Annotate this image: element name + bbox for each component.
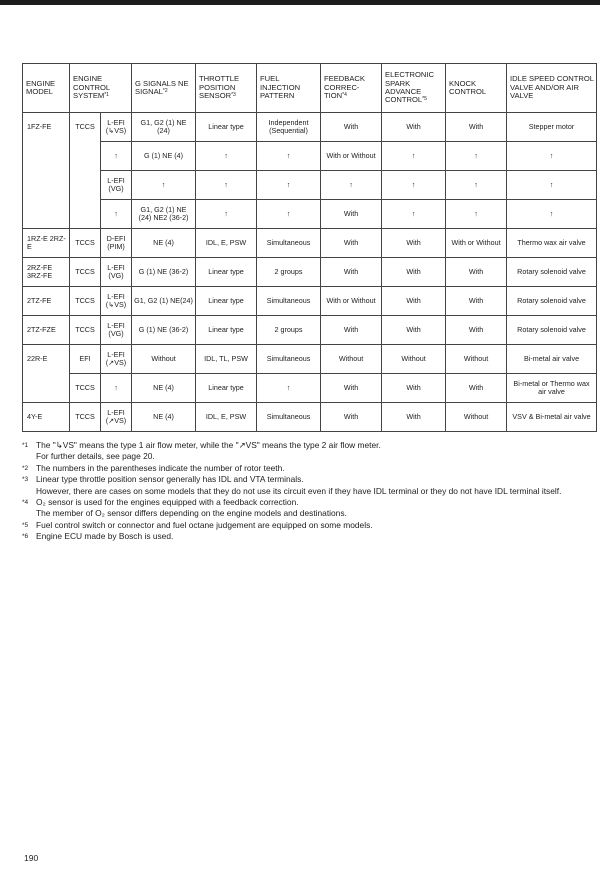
cell-signals: NE (4) bbox=[132, 374, 196, 403]
cell-feedback: With bbox=[321, 229, 382, 258]
cell-efi: ↑ bbox=[101, 142, 132, 171]
cell-knock: Without bbox=[446, 345, 507, 374]
cell-model: 2TZ-FZE bbox=[23, 316, 70, 345]
cell-isc: ↑ bbox=[507, 171, 597, 200]
table-row bbox=[23, 258, 597, 287]
footnote-text bbox=[36, 474, 597, 497]
footnote bbox=[22, 440, 597, 463]
cell-signals: G1, G2 (1) NE(24) bbox=[132, 287, 196, 316]
header-knock: KNOCK CONTROL bbox=[446, 64, 507, 113]
footnote-text bbox=[36, 497, 597, 520]
cell-esa: ↑ bbox=[382, 171, 446, 200]
cell-system: TCCS bbox=[70, 316, 101, 345]
footnote-mark: *3 bbox=[22, 476, 29, 484]
cell-system: TCCS bbox=[70, 229, 101, 258]
cell-signals: NE (4) bbox=[132, 403, 196, 432]
cell-injection: ↑ bbox=[257, 142, 321, 171]
footnote-line: The member of O₂ sensor differs depending on the engine models and destinations. bbox=[36, 508, 347, 519]
cell-knock: With bbox=[446, 316, 507, 345]
cell-esa: ↑ bbox=[382, 142, 446, 171]
cell-knock: ↑ bbox=[446, 171, 507, 200]
footnote bbox=[22, 520, 597, 531]
footnote-text bbox=[36, 520, 597, 531]
cell-knock: With bbox=[446, 374, 507, 403]
cell-isc: ↑ bbox=[507, 142, 597, 171]
cell-model: 2RZ-FE 3RZ-FE bbox=[23, 258, 70, 287]
cell-model: 4Y-E bbox=[23, 403, 70, 432]
footnote-text bbox=[36, 463, 597, 474]
cell-knock: With bbox=[446, 113, 507, 142]
cell-model: 2TZ-FE bbox=[23, 287, 70, 316]
cell-feedback: With or Without bbox=[321, 142, 382, 171]
cell-efi: ↑ bbox=[101, 374, 132, 403]
header-throttle: THROTTLE POSITION SENSOR$^{*3}$ bbox=[196, 64, 257, 113]
cell-efi: L-EFI (VG) bbox=[101, 171, 132, 200]
cell-signals: G1, G2 (1) NE (24) bbox=[132, 113, 196, 142]
cell-isc: ↑ bbox=[507, 200, 597, 229]
cell-tps: Linear type bbox=[196, 374, 257, 403]
footnote-text bbox=[36, 531, 597, 542]
footnote bbox=[22, 463, 597, 474]
table-row bbox=[23, 316, 597, 345]
cell-injection: ↑ bbox=[257, 171, 321, 200]
cell-esa: Without bbox=[382, 345, 446, 374]
cell-signals: G (1) NE (4) bbox=[132, 142, 196, 171]
cell-esa: With bbox=[382, 374, 446, 403]
table-row bbox=[23, 142, 597, 171]
engine-spec-table bbox=[22, 63, 597, 432]
cell-injection: Simultaneous bbox=[257, 287, 321, 316]
cell-feedback: With bbox=[321, 113, 382, 142]
footnote-mark: *1 bbox=[22, 442, 29, 449]
cell-signals: ↑ bbox=[132, 171, 196, 200]
cell-efi: ↑ bbox=[101, 200, 132, 229]
cell-system: TCCS bbox=[70, 258, 101, 287]
cell-knock: With bbox=[446, 287, 507, 316]
cell-signals: G (1) NE (36-2) bbox=[132, 258, 196, 287]
table-row bbox=[23, 287, 597, 316]
cell-knock: ↑ bbox=[446, 200, 507, 229]
cell-system: TCCS bbox=[70, 113, 101, 229]
cell-isc: Rotary solenoid valve bbox=[507, 258, 597, 287]
cell-tps: IDL, E, PSW bbox=[196, 229, 257, 258]
footnote-line: Fuel control switch or connector and fuel octane judgement are equipped on some models. bbox=[36, 519, 373, 530]
footnote-text bbox=[36, 440, 597, 463]
footnote-line: O₂ sensor is used for the engines equipped with a feedback correction. bbox=[36, 497, 299, 508]
header-isc: IDLE SPEED CONTROL VALVE AND/OR AIR VALVE bbox=[507, 64, 597, 113]
footnote-mark: *5 bbox=[22, 521, 29, 529]
table-row bbox=[23, 345, 597, 374]
table-row bbox=[23, 171, 597, 200]
cell-tps: Linear type bbox=[196, 287, 257, 316]
cell-signals: Without bbox=[132, 345, 196, 374]
footnotes bbox=[22, 440, 597, 543]
cell-injection: ↑ bbox=[257, 200, 321, 229]
cell-feedback: With bbox=[321, 200, 382, 229]
cell-efi: L-EFI (↳VS) bbox=[101, 113, 132, 142]
footnote bbox=[22, 474, 597, 497]
cell-feedback: With bbox=[321, 374, 382, 403]
cell-esa: With bbox=[382, 229, 446, 258]
cell-tps: IDL, E, PSW bbox=[196, 403, 257, 432]
footnote-line: Engine ECU made by Bosch is used. bbox=[36, 531, 174, 542]
header-engine-model: ENGINE MODEL bbox=[23, 64, 70, 113]
footnote-line: The numbers in the parentheses indicate the number of rotor teeth. bbox=[36, 462, 285, 473]
cell-efi: L-EFI (↗VS) bbox=[101, 345, 132, 374]
cell-signals: G (1) NE (36-2) bbox=[132, 316, 196, 345]
cell-tps: ↑ bbox=[196, 200, 257, 229]
header-signals: G SIGNALS NE SIGNAL$^{*2}$ bbox=[132, 64, 196, 113]
cell-isc: Bi-metal air valve bbox=[507, 345, 597, 374]
cell-signals: NE (4) bbox=[132, 229, 196, 258]
cell-esa: With bbox=[382, 258, 446, 287]
cell-tps: ↑ bbox=[196, 171, 257, 200]
cell-feedback: With or Without bbox=[321, 287, 382, 316]
cell-feedback: ↑ bbox=[321, 171, 382, 200]
table-row bbox=[23, 403, 597, 432]
header-row bbox=[23, 64, 597, 113]
footnote-mark: *4 bbox=[22, 499, 29, 507]
cell-knock: Without bbox=[446, 403, 507, 432]
footnote-line: Linear type throttle position sensor generally has IDL and VTA terminals. bbox=[36, 474, 304, 485]
cell-feedback: With bbox=[321, 403, 382, 432]
header-control-system: ENGINE CONTROL SYSTEM$^{*1}$ bbox=[70, 64, 132, 113]
header-feedback: FEEDBACK CORREC-TION$^{*4}$ bbox=[321, 64, 382, 113]
table-row bbox=[23, 200, 597, 229]
footnote-mark: *2 bbox=[22, 464, 29, 472]
cell-esa: With bbox=[382, 113, 446, 142]
cell-injection: Simultaneous bbox=[257, 229, 321, 258]
cell-tps: IDL, TL, PSW bbox=[196, 345, 257, 374]
cell-tps: Linear type bbox=[196, 316, 257, 345]
cell-feedback: Without bbox=[321, 345, 382, 374]
cell-efi: L-EFI (VG) bbox=[101, 316, 132, 345]
footnote-line: The "↳VS" means the type 1 air flow meter, while the "↗VS" means the type 2 air flow meter. bbox=[36, 440, 381, 450]
cell-isc: Thermo wax air valve bbox=[507, 229, 597, 258]
cell-system: TCCS bbox=[70, 374, 101, 403]
cell-injection: Simultaneous bbox=[257, 345, 321, 374]
cell-isc: Rotary solenoid valve bbox=[507, 287, 597, 316]
cell-efi: L-EFI (↗VS) bbox=[101, 403, 132, 432]
cell-isc: VSV & Bi-metal air valve bbox=[507, 403, 597, 432]
cell-feedback: With bbox=[321, 316, 382, 345]
cell-isc: Rotary solenoid valve bbox=[507, 316, 597, 345]
footnote-line: For further details, see page 20. bbox=[36, 451, 155, 462]
cell-isc: Bi-metal or Thermo wax air valve bbox=[507, 374, 597, 403]
cell-esa: With bbox=[382, 316, 446, 345]
cell-efi: L-EFI (VG) bbox=[101, 258, 132, 287]
footnote-line: However, there are cases on some models that they do not use its circuit even if they have IDL terminal or they do not have IDL terminal itself. bbox=[36, 485, 562, 496]
cell-isc: Stepper motor bbox=[507, 113, 597, 142]
cell-system: EFI bbox=[70, 345, 101, 374]
cell-efi: L-EFI (↳VS) bbox=[101, 287, 132, 316]
page-number: 190 bbox=[24, 853, 39, 863]
cell-knock: With bbox=[446, 258, 507, 287]
cell-esa: With bbox=[382, 403, 446, 432]
cell-knock: ↑ bbox=[446, 142, 507, 171]
cell-injection: Independent (Sequential) bbox=[257, 113, 321, 142]
table-row bbox=[23, 113, 597, 142]
table-row bbox=[23, 229, 597, 258]
cell-injection: 2 groups bbox=[257, 258, 321, 287]
cell-injection: ↑ bbox=[257, 374, 321, 403]
cell-system: TCCS bbox=[70, 287, 101, 316]
cell-esa: ↑ bbox=[382, 200, 446, 229]
cell-efi: D-EFI (PIM) bbox=[101, 229, 132, 258]
footnote bbox=[22, 497, 597, 520]
cell-injection: 2 groups bbox=[257, 316, 321, 345]
cell-injection: Simultaneous bbox=[257, 403, 321, 432]
header-esa: ELECTRONIC SPARK ADVANCE CONTROL$^{*5}$ bbox=[382, 64, 446, 113]
cell-model: 1RZ-E 2RZ-E bbox=[23, 229, 70, 258]
cell-tps: ↑ bbox=[196, 142, 257, 171]
cell-model: 1FZ-FE bbox=[23, 113, 70, 229]
cell-tps: Linear type bbox=[196, 258, 257, 287]
table-row bbox=[23, 374, 597, 403]
cell-feedback: With bbox=[321, 258, 382, 287]
cell-system: TCCS bbox=[70, 403, 101, 432]
cell-tps: Linear type bbox=[196, 113, 257, 142]
cell-signals: G1, G2 (1) NE (24) NE2 (36-2) bbox=[132, 200, 196, 229]
cell-esa: With bbox=[382, 287, 446, 316]
cell-knock: With or Without bbox=[446, 229, 507, 258]
header-injection: FUEL INJECTION PATTERN bbox=[257, 64, 321, 113]
footnote bbox=[22, 531, 597, 542]
cell-model: 22R-E bbox=[23, 345, 70, 403]
footnote-mark: *6 bbox=[22, 533, 29, 541]
top-bar bbox=[0, 0, 600, 5]
